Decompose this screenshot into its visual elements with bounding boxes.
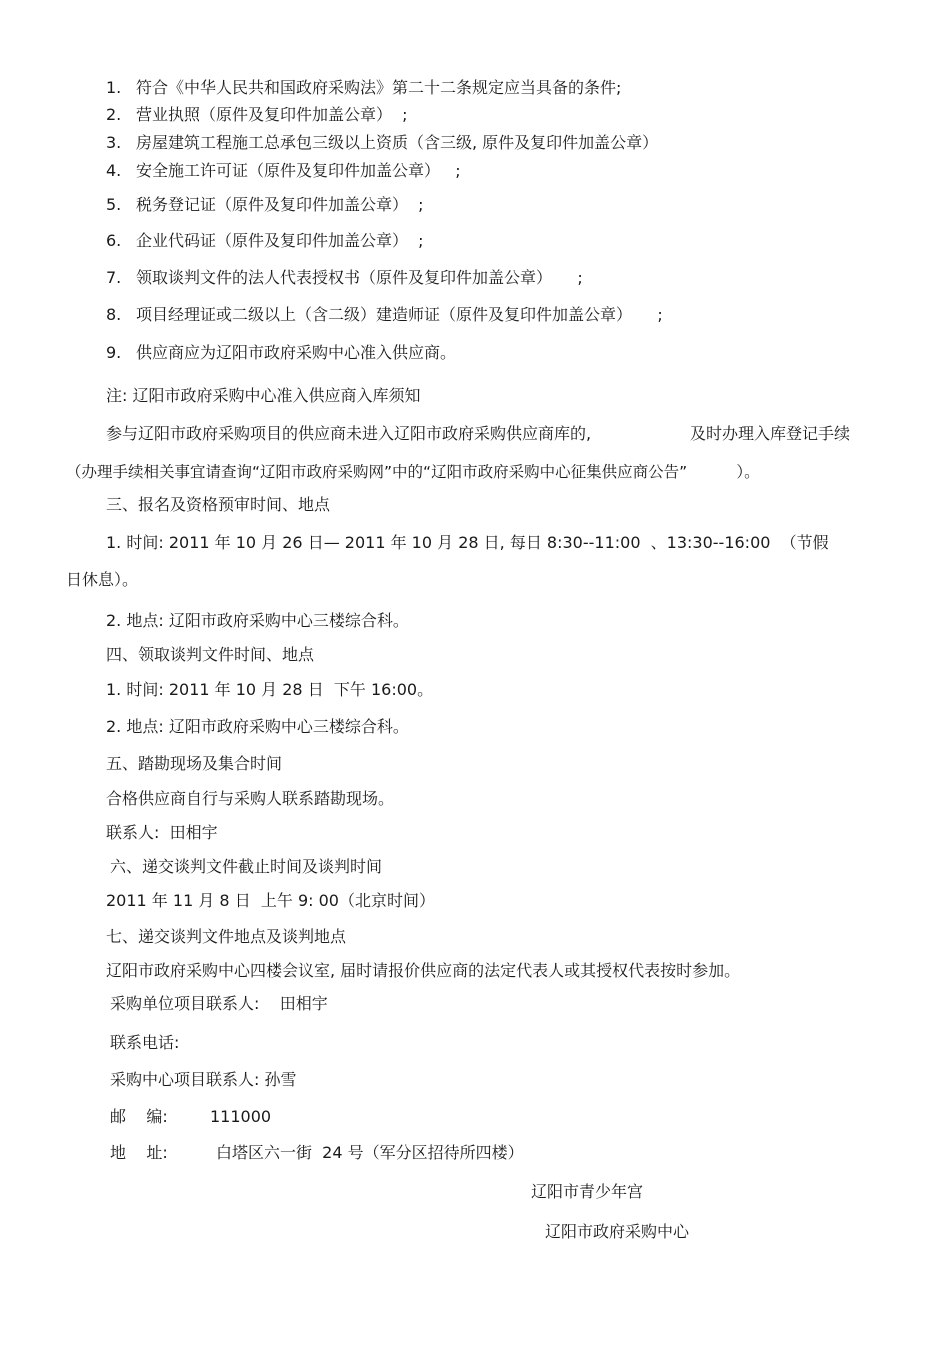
condition-item — [106, 133, 658, 153]
section6-text: 2011 年 11 月 8 日 上午 9: 00（北京时间） — [106, 891, 435, 910]
section3-place: 2. 地点: 辽阳市政府采购中心三楼综合科。 — [106, 611, 409, 630]
phone-label: 联系电话: — [110, 1033, 180, 1052]
condition-number: 5. — [106, 195, 122, 214]
condition-text: 符合《中华人民共和国政府采购法》第二十二条规定应当具备的条件; — [136, 78, 622, 97]
condition-item — [106, 78, 621, 98]
condition-text: 安全施工许可证（原件及复印件加盖公章） ; — [136, 161, 461, 180]
condition-item — [106, 268, 583, 288]
condition-number: 2. — [106, 105, 122, 124]
section5-heading: 五、踏勘现场及集合时间 — [106, 754, 283, 773]
buyer-contact: 采购单位项目联系人: 田相宇 — [110, 994, 328, 1013]
condition-item — [106, 195, 424, 215]
note-line2: （办理手续相关事宜请查询“辽阳市政府采购网”中的“辽阳市政府采购中心征集供应商公告” ）。 — [66, 463, 760, 481]
condition-number: 3. — [106, 133, 122, 152]
signature-org2: 辽阳市政府采购中心 — [545, 1222, 690, 1241]
condition-text: 企业代码证（原件及复印件加盖公章） ; — [136, 231, 424, 250]
condition-text: 营业执照（原件及复印件加盖公章） ; — [136, 105, 408, 124]
postcode-row — [110, 1107, 271, 1127]
section5-contact: 联系人: 田相宇 — [106, 823, 218, 842]
note-line1b: 及时办理入库登记手续 — [690, 424, 851, 443]
condition-text: 项目经理证或二级以上（含二级）建造师证（原件及复印件加盖公章） ; — [136, 305, 663, 324]
section3-time: 1. 时间: 2011 年 10 月 26 日— 2011 年 10 月 28 日, 每日 8:30--11:00 、13:30--16:00 （节假 — [106, 533, 829, 552]
condition-text: 税务登记证（原件及复印件加盖公章） ; — [136, 195, 424, 214]
section7-heading: 七、递交谈判文件地点及谈判地点 — [106, 927, 347, 946]
condition-number: 8. — [106, 305, 122, 324]
section4-time: 1. 时间: 2011 年 10 月 28 日 下午 16:00。 — [106, 680, 434, 699]
section4-place: 2. 地点: 辽阳市政府采购中心三楼综合科。 — [106, 717, 409, 736]
condition-number: 1. — [106, 78, 122, 97]
signature-org1: 辽阳市青少年宫 — [531, 1182, 644, 1201]
note-title: 注: 辽阳市政府采购中心准入供应商入库须知 — [106, 386, 421, 405]
section7-text: 辽阳市政府采购中心四楼会议室, 届时请报价供应商的法定代表人或其授权代表按时参加。 — [106, 961, 741, 980]
condition-number: 4. — [106, 161, 122, 180]
condition-text: 供应商应为辽阳市政府采购中心准入供应商。 — [136, 343, 457, 362]
condition-number: 6. — [106, 231, 122, 250]
condition-item — [106, 231, 424, 251]
condition-item — [106, 161, 461, 181]
section5-text: 合格供应商自行与采购人联系踏勘现场。 — [106, 789, 395, 808]
address-label: 地 址: — [110, 1143, 168, 1162]
condition-item — [106, 343, 456, 363]
condition-item — [106, 105, 408, 125]
condition-text: 房屋建筑工程施工总承包三级以上资质（含三级, 原件及复印件加盖公章） — [136, 133, 659, 152]
section4-heading: 四、领取谈判文件时间、地点 — [106, 645, 315, 664]
condition-text: 领取谈判文件的法人代表授权书（原件及复印件加盖公章） ; — [136, 268, 583, 287]
section6-heading: 六、递交谈判文件截止时间及谈判时间 — [110, 857, 383, 876]
condition-item — [106, 305, 663, 325]
address-value: 白塔区六一街 24 号（军分区招待所四楼） — [216, 1143, 524, 1162]
section3-time-cont: 日休息）。 — [66, 570, 139, 589]
address-row — [110, 1143, 524, 1163]
postcode-value: 111000 — [210, 1107, 272, 1126]
condition-number: 7. — [106, 268, 122, 287]
condition-number: 9. — [106, 343, 122, 362]
note-line1a: 参与辽阳市政府采购项目的供应商未进入辽阳市政府采购供应商库的, — [106, 424, 592, 443]
center-contact: 采购中心项目联系人: 孙雪 — [110, 1070, 297, 1089]
section3-heading: 三、报名及资格预审时间、地点 — [106, 495, 331, 514]
postcode-label: 邮 编: — [110, 1107, 168, 1126]
